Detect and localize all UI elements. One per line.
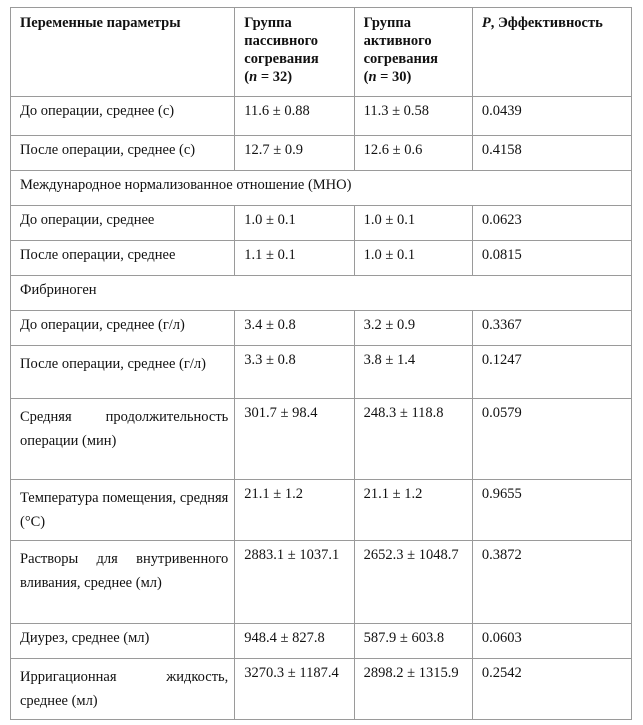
section-title: Фибриноген xyxy=(11,276,632,311)
table-row xyxy=(11,346,632,399)
header-p-value: P, Эффективность xyxy=(472,8,631,97)
active-value: 2898.2 ± 1315.9 xyxy=(354,659,472,720)
passive-value: 21.1 ± 1.2 xyxy=(235,480,354,541)
active-value: 1.0 ± 0.1 xyxy=(354,241,472,276)
row-label: Ирригационная жидкость, среднее (мл) xyxy=(11,659,235,720)
header-variables: Переменные параметры xyxy=(11,8,235,97)
active-value: 587.9 ± 603.8 xyxy=(354,624,472,659)
active-value: 1.0 ± 0.1 xyxy=(354,206,472,241)
active-value: 11.3 ± 0.58 xyxy=(354,97,472,136)
header-passive-group: Группа пассивного согревания (n = 32) xyxy=(235,8,354,97)
active-value: 12.6 ± 0.6 xyxy=(354,136,472,171)
p-value: 0.0579 xyxy=(472,399,631,480)
table-row xyxy=(11,480,632,541)
row-label: Средняя продолжительность операции (мин) xyxy=(11,399,235,480)
passive-value: 1.0 ± 0.1 xyxy=(235,206,354,241)
row-label: После операции, среднее (г/л) xyxy=(11,346,235,399)
row-label: После операции, среднее xyxy=(11,241,235,276)
p-value: 0.3367 xyxy=(472,311,631,346)
row-label: До операции, среднее (с) xyxy=(11,97,235,136)
p-value: 0.2542 xyxy=(472,659,631,720)
p-value: 0.9655 xyxy=(472,480,631,541)
section-row xyxy=(11,276,632,311)
active-value: 3.2 ± 0.9 xyxy=(354,311,472,346)
table-row xyxy=(11,136,632,171)
table-row xyxy=(11,311,632,346)
section-title: Международное нормализованное отношение (МНО) xyxy=(11,171,632,206)
table-row xyxy=(11,541,632,624)
row-label: Диурез, среднее (мл) xyxy=(11,624,235,659)
row-label: Растворы для внутривенного вливания, среднее (мл) xyxy=(11,541,235,624)
active-value: 21.1 ± 1.2 xyxy=(354,480,472,541)
p-value: 0.3872 xyxy=(472,541,631,624)
row-label: Температура помещения, средняя (°С) xyxy=(11,480,235,541)
header-active-group: Группа активного согревания (n = 30) xyxy=(354,8,472,97)
passive-value: 1.1 ± 0.1 xyxy=(235,241,354,276)
header-row xyxy=(11,8,632,97)
active-value: 2652.3 ± 1048.7 xyxy=(354,541,472,624)
p-value: 0.0439 xyxy=(472,97,631,136)
p-value: 0.0815 xyxy=(472,241,631,276)
p-value: 0.4158 xyxy=(472,136,631,171)
p-value: 0.1247 xyxy=(472,346,631,399)
passive-value: 948.4 ± 827.8 xyxy=(235,624,354,659)
p-value: 0.0623 xyxy=(472,206,631,241)
p-value: 0.0603 xyxy=(472,624,631,659)
table-row xyxy=(11,659,632,720)
data-table xyxy=(10,7,632,720)
passive-value: 12.7 ± 0.9 xyxy=(235,136,354,171)
table-row xyxy=(11,97,632,136)
passive-value: 3.4 ± 0.8 xyxy=(235,311,354,346)
active-value: 3.8 ± 1.4 xyxy=(354,346,472,399)
passive-value: 3.3 ± 0.8 xyxy=(235,346,354,399)
passive-value: 301.7 ± 98.4 xyxy=(235,399,354,480)
row-label: До операции, среднее (г/л) xyxy=(11,311,235,346)
row-label: После операции, среднее (с) xyxy=(11,136,235,171)
table-row xyxy=(11,399,632,480)
passive-value: 2883.1 ± 1037.1 xyxy=(235,541,354,624)
table-row xyxy=(11,241,632,276)
section-row xyxy=(11,171,632,206)
table-row xyxy=(11,206,632,241)
active-value: 248.3 ± 118.8 xyxy=(354,399,472,480)
passive-value: 11.6 ± 0.88 xyxy=(235,97,354,136)
passive-value: 3270.3 ± 1187.4 xyxy=(235,659,354,720)
row-label: До операции, среднее xyxy=(11,206,235,241)
table-row xyxy=(11,624,632,659)
